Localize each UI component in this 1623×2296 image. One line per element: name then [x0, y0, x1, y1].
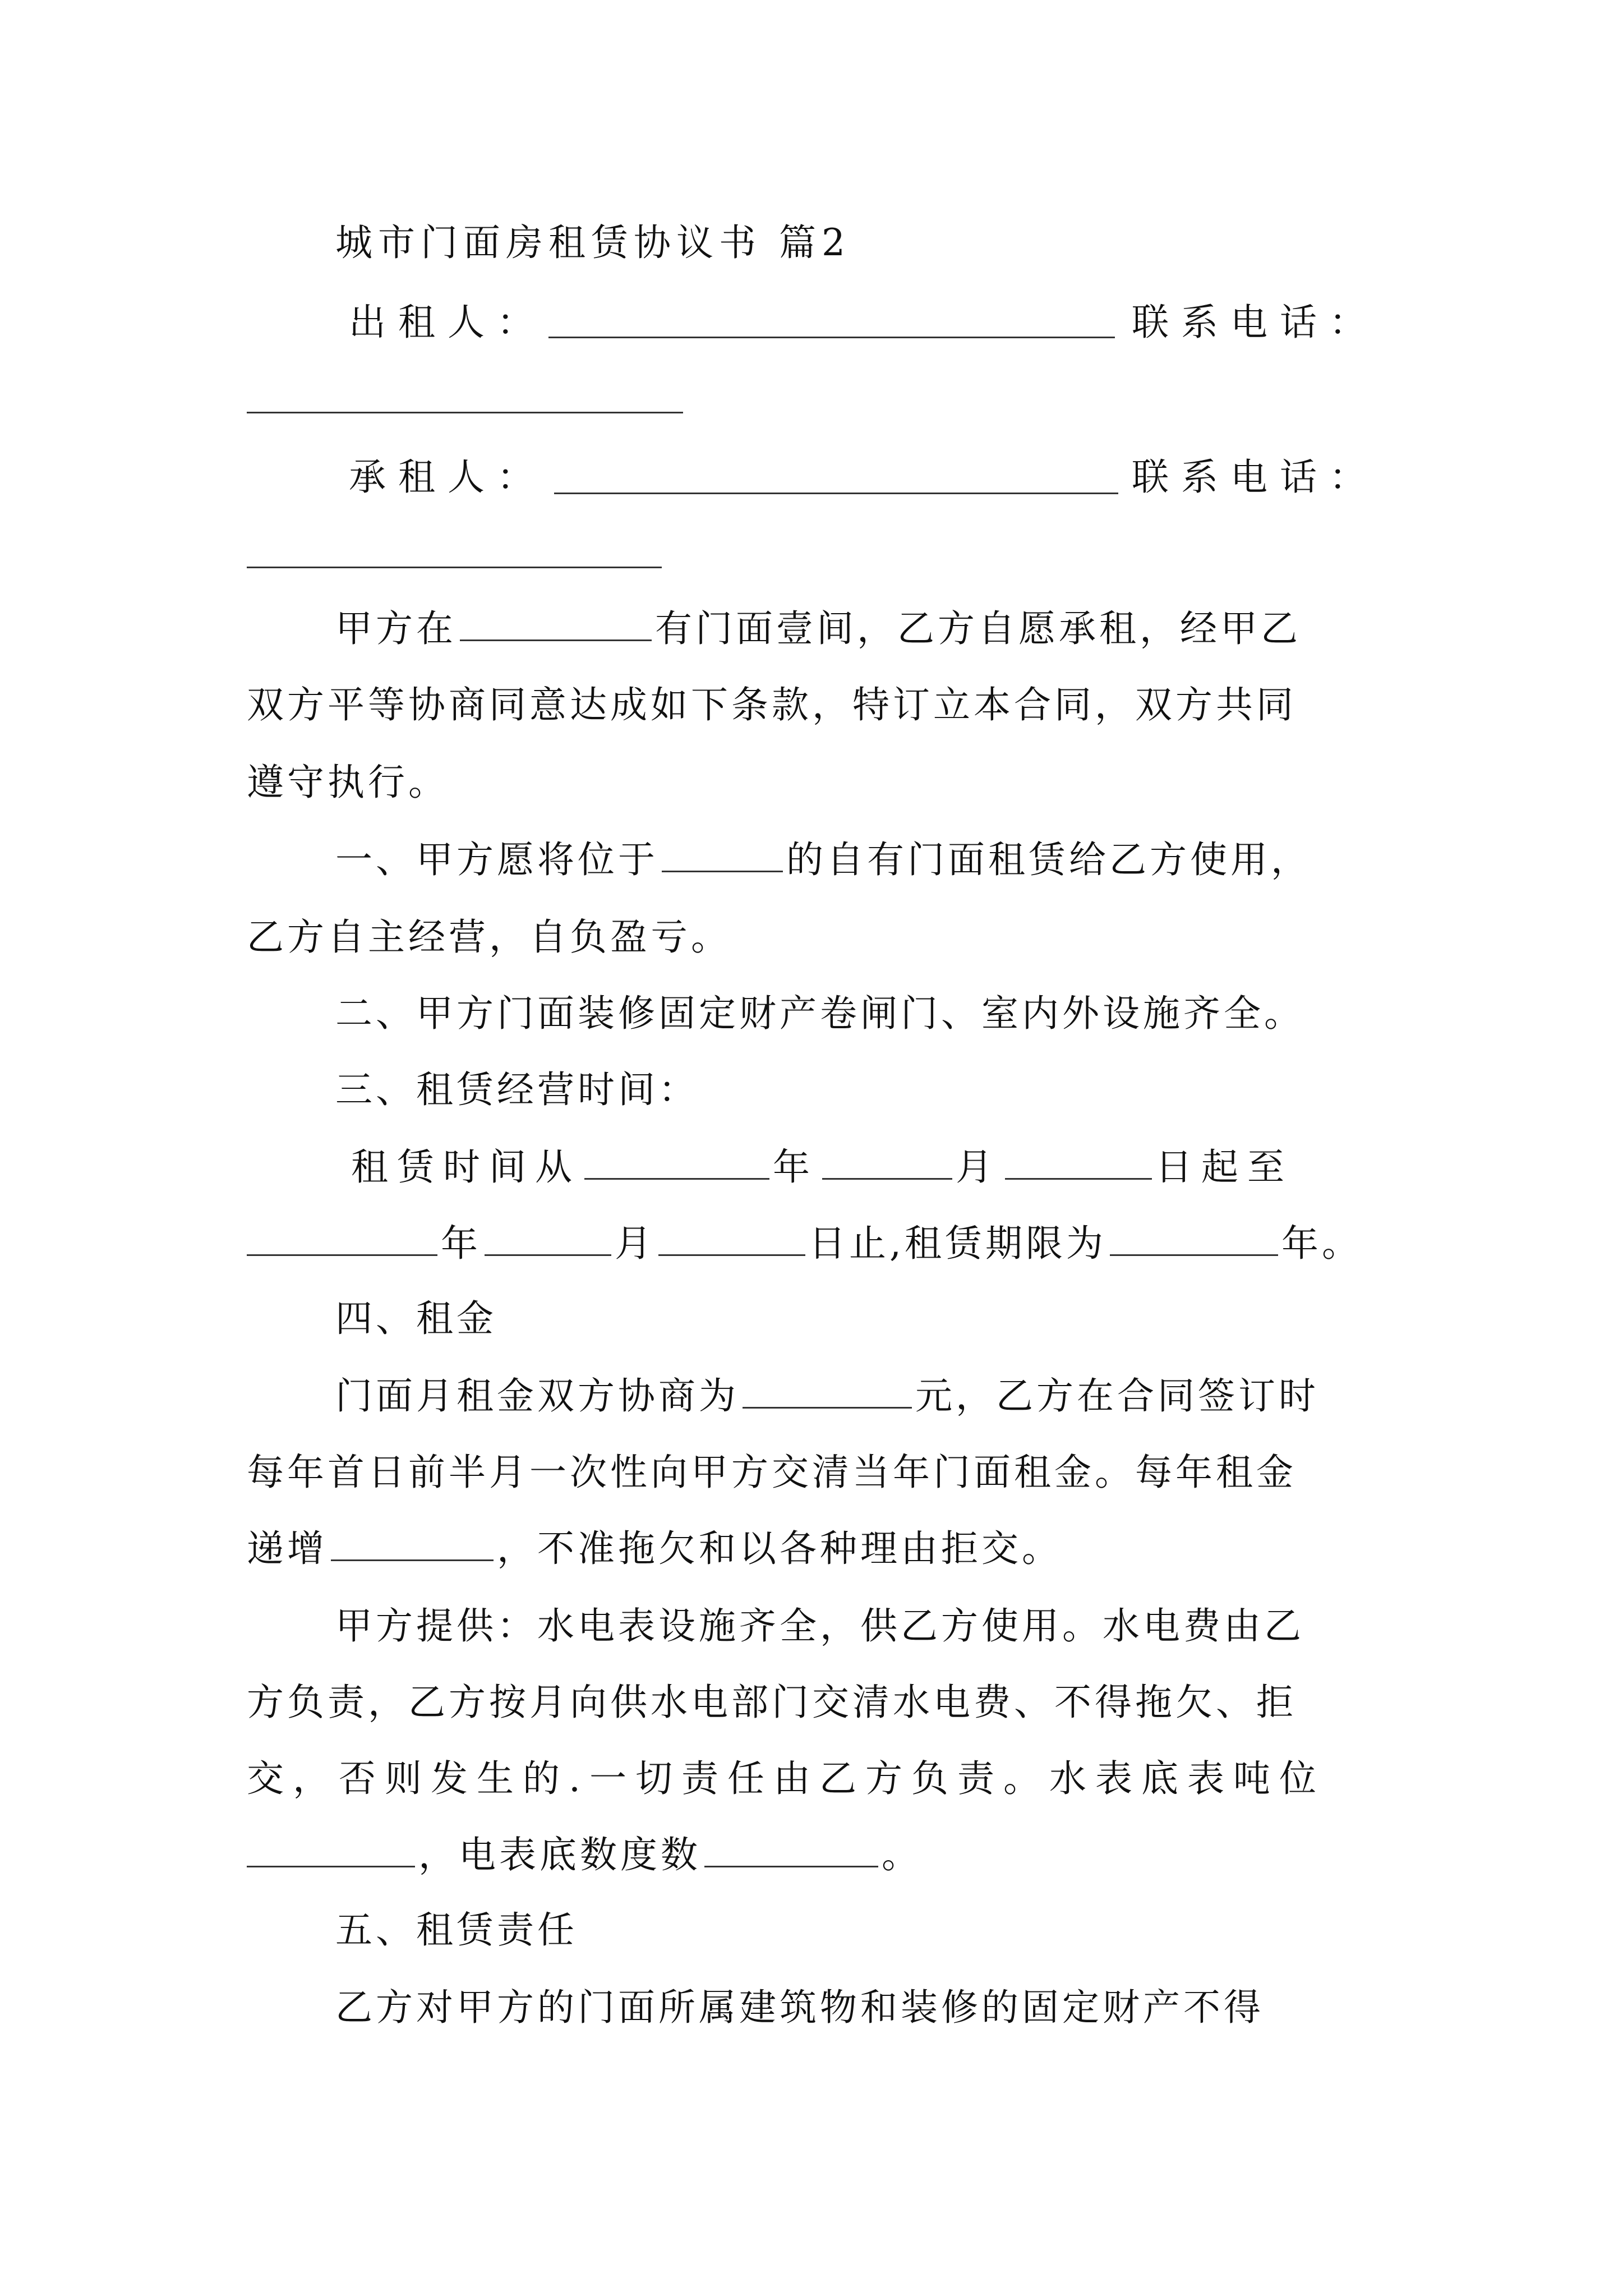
intro-line-3: 遵守执行。 — [247, 761, 449, 804]
end-day-blank — [658, 1220, 805, 1256]
clause-4-line-3 — [247, 1524, 1062, 1574]
end-month-blank — [485, 1220, 611, 1256]
start-month-blank — [822, 1143, 952, 1180]
electric-meter-blank — [704, 1831, 878, 1867]
clause-4-heading: 四、租金 — [335, 1297, 497, 1340]
clause-4-line-1 — [335, 1371, 1319, 1421]
utilities-line-4 — [247, 1830, 922, 1880]
document-title: 城市门面房租赁协议书 篇2 — [335, 221, 851, 264]
lessee-name-blank — [554, 493, 1118, 494]
start-month-unit: 月 — [956, 1145, 1002, 1189]
clause-3-line-1 — [351, 1142, 1293, 1193]
clause-1-line-1 — [335, 835, 1311, 885]
clause-3-line-2 — [247, 1218, 1362, 1269]
intro-text-b: 有门面壹间，乙方自愿承租，经甲乙 — [655, 607, 1301, 650]
location-blank — [460, 605, 652, 641]
monthly-rent-blank — [743, 1372, 912, 1409]
end-day-unit: 日止,租赁期限为 — [809, 1222, 1106, 1265]
rent-text-a: 门面月租金双方协商为 — [335, 1374, 739, 1418]
increase-text-a: 递增 — [247, 1527, 328, 1570]
intro-line-2: 双方平等协商同意达成如下条款，特订立本合同，双方共同 — [247, 683, 1297, 726]
clause-4-line-2: 每年首日前半月一次性向甲方交清当年门面租金。每年租金 — [247, 1451, 1297, 1494]
utilities-line-2: 方负责，乙方按月向供水电部门交清水电费、不得拖欠、拒 — [247, 1681, 1297, 1724]
lessor-phone-label: 联系电话： — [1132, 301, 1378, 344]
end-month-unit: 月 — [615, 1222, 655, 1265]
intro-line-1 — [335, 604, 1301, 654]
lease-from-label: 租赁时间从 — [351, 1145, 581, 1189]
clause-5-line-1: 乙方对甲方的门面所属建筑物和装修的固定财产不得 — [335, 1986, 1264, 2029]
clause-5-heading: 五、租赁责任 — [335, 1908, 578, 1952]
lessor-name-blank — [548, 337, 1115, 338]
water-meter-blank — [247, 1831, 415, 1867]
lease-term-unit: 年。 — [1281, 1222, 1362, 1265]
utilities-end: 。 — [882, 1833, 922, 1876]
clause-1-text-a: 一、甲方愿将位于 — [335, 838, 658, 881]
start-day-unit: 日起至 — [1155, 1145, 1293, 1189]
lease-term-blank — [1110, 1220, 1278, 1256]
storefront-location-blank — [662, 836, 783, 872]
clause-2: 二、甲方门面装修固定财产卷闸门、室内外设施齐全。 — [335, 992, 1304, 1035]
clause-1-text-b: 的自有门面租赁给乙方使用， — [786, 838, 1311, 881]
clause-3-heading: 三、租赁经营时间： — [335, 1068, 699, 1111]
end-year-unit: 年 — [441, 1222, 481, 1265]
increase-text-b: ，不准拖欠和以各种理由拒交。 — [497, 1527, 1062, 1570]
rent-text-b: 元，乙方在合同签订时 — [915, 1374, 1319, 1418]
lessor-phone-blank — [247, 412, 683, 413]
clause-1-line-2: 乙方自主经营，自负盈亏。 — [247, 915, 731, 959]
lessee-label: 承租人： — [349, 455, 546, 499]
start-year-unit: 年 — [773, 1145, 819, 1189]
lessee-phone-blank — [247, 567, 662, 568]
lessee-phone-label: 联系电话： — [1132, 455, 1378, 499]
end-year-blank — [247, 1220, 437, 1256]
utilities-line-3: 交，否则发生的.一切责任由乙方负责。水表底表吨位 — [247, 1757, 1325, 1800]
start-year-blank — [584, 1143, 769, 1180]
rent-increase-blank — [331, 1525, 494, 1561]
lessor-label: 出租人： — [349, 301, 546, 344]
utilities-line-1: 甲方提供：水电表设施齐全，供乙方使用。水电费由乙 — [335, 1604, 1304, 1648]
intro-text-a: 甲方在 — [335, 607, 457, 650]
electric-meter-text: ，电表底数度数 — [418, 1833, 701, 1876]
start-day-blank — [1005, 1143, 1152, 1180]
